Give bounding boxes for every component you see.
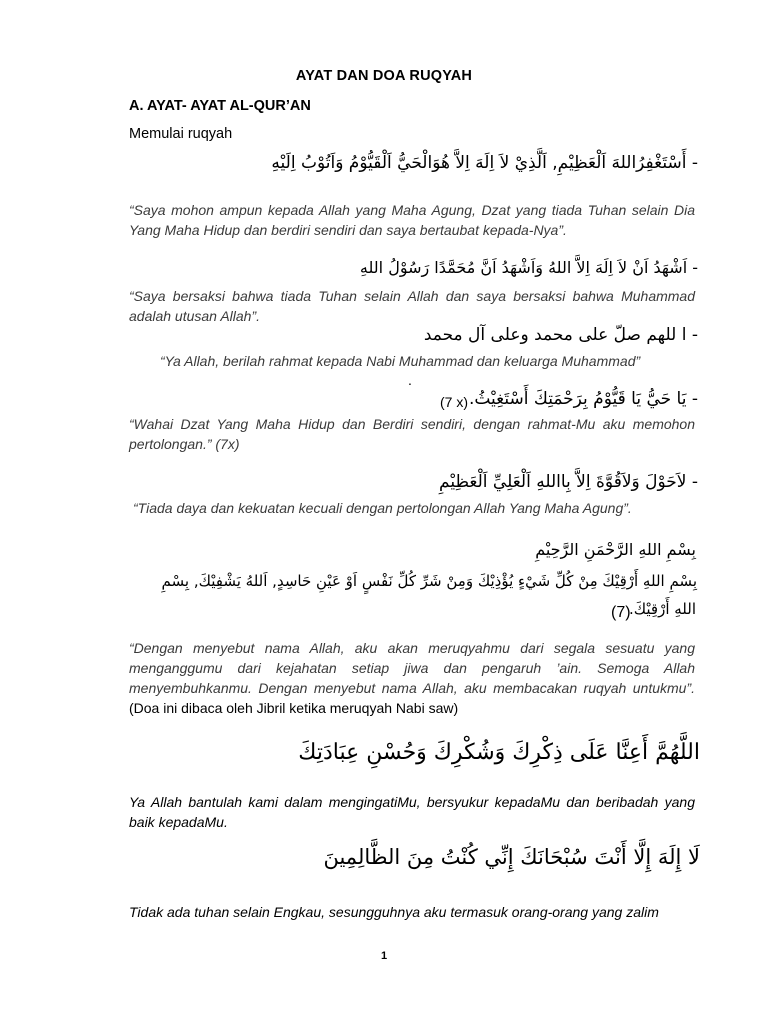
- repeat-count: (7 x): [440, 394, 468, 410]
- arabic-doa-yunus: لَا إِلَهَ إِلَّا أَنْتَ سُبْحَانَكَ إِنِّي كُنْتُ مِنَ الظَّالِمِينَ: [323, 845, 700, 869]
- stray-dot: .: [408, 372, 412, 388]
- translation-ruqyah: [129, 638, 695, 718]
- ruqyah-repeat-count: (7): [611, 604, 631, 621]
- page-number: 1: [380, 950, 388, 962]
- arabic-ruqyah-line2: اللهِ أَرْقِيْكَ.: [628, 600, 696, 618]
- translation-ruqyah-text: “Dengan menyebut nama Allah, aku akan meruqyahmu dari segala sesuatu yang menganggumu dari kejahatan setiap jiwa dan pengaruh ’ain. Semoga Allah menyembuhkanmu. Dengan menyebut nama Allah, aku membacakan ruqyah untukmu”.: [129, 640, 695, 696]
- translation-doa-yunus: Tidak ada tuhan selain Engkau, sesungguhnya aku termasuk orang-orang yang zalim: [129, 904, 659, 920]
- arabic-ruqyah-line1: بِسْمِ اللهِ أَرْقِيْكَ مِنْ كُلِّ شَيْءٍ يُؤْذِيْكَ وَمِنْ شَرِّ كُلِّ نَفْسٍ اَوْ عَيْنِ حَاسِدٍ, اَللهُ يَشْفِيْكَ, بِسْمِ: [161, 572, 697, 590]
- arabic-hauqalah: - لاَحَوْلَ وَلاَقُوَّةَ اِلاَّ بِااللهِ اَلْعَلِيِّ اَلْعَظِيْمِ: [439, 472, 698, 492]
- section-heading: A. AYAT- AYAT AL-QUR’AN: [129, 98, 311, 114]
- ruqyah-note: (Doa ini dibaca oleh Jibril ketika meruqyah Nabi saw): [129, 700, 459, 716]
- translation-ya-hayyu: “Wahai Dzat Yang Maha Hidup dan Berdiri sendiri, dengan rahmat-Mu aku memohon pertolongan.” (7x): [129, 416, 695, 452]
- intro-label: Memulai ruqyah: [129, 126, 233, 142]
- translation-istighfar: “Saya mohon ampun kepada Allah yang Maha Agung, Dzat yang tiada Tuhan selain Dia Yang Maha Hidup dan berdiri sendiri dan saya bertaubat kepada-Nya”.: [129, 202, 695, 238]
- arabic-basmalah: بِسْمِ اللهِ الرَّحْمَنِ الرَّحِيْمِ: [535, 540, 696, 559]
- arabic-doa-dzikr: اللَّهُمَّ أَعِنَّا عَلَى ذِكْرِكَ وَشُكْرِكَ وَحُسْنِ عِبَادَتِكَ: [298, 740, 700, 765]
- arabic-istighfar: - أَسْتَغْفِرُاللهَ اَلْعَظِيْمِ, اَلَّذِيْ لاَ اِلَهَ اِلاَّ هُوَالْحَيُّ اَلْقَيُّوْمُ وَاَتُوْبُ اِلَيْهِ: [271, 153, 698, 173]
- translation-doa-dzikr: Ya Allah bantulah kami dalam mengingatiMu, bersyukur kepadaMu dan beribadah yang baik kepadaMu.: [129, 794, 695, 830]
- arabic-ya-hayyu: - يَا حَيُّ يَا قَيُّوْمُ بِرَحْمَتِكَ أَسْتَغِيْثُ.: [468, 389, 698, 409]
- translation-shalawat: “Ya Allah, berilah rahmat kepada Nabi Muhammad dan keluarga Muhammad”: [160, 353, 641, 369]
- translation-hauqalah: “Tiada daya dan kekuatan kecuali dengan pertolongan Allah Yang Maha Agung”.: [133, 500, 632, 516]
- arabic-syahadat: - اَشْهَدُ اَنْ لاَ اِلَهَ اِلاَّ اللهُ وَاَشْهَدُ اَنَّ مُحَمَّدًا رَسُوْلُ اللهِ: [359, 258, 698, 277]
- arabic-shalawat: - ا للهم صلّ على محمد وعلى آل محمد: [423, 325, 698, 345]
- document-title: AYAT DAN DOA RUQYAH: [295, 68, 473, 84]
- translation-syahadat: “Saya bersaksi bahwa tiada Tuhan selain Allah dan saya bersaksi bahwa Muhammad adalah utusan Allah”.: [129, 288, 695, 324]
